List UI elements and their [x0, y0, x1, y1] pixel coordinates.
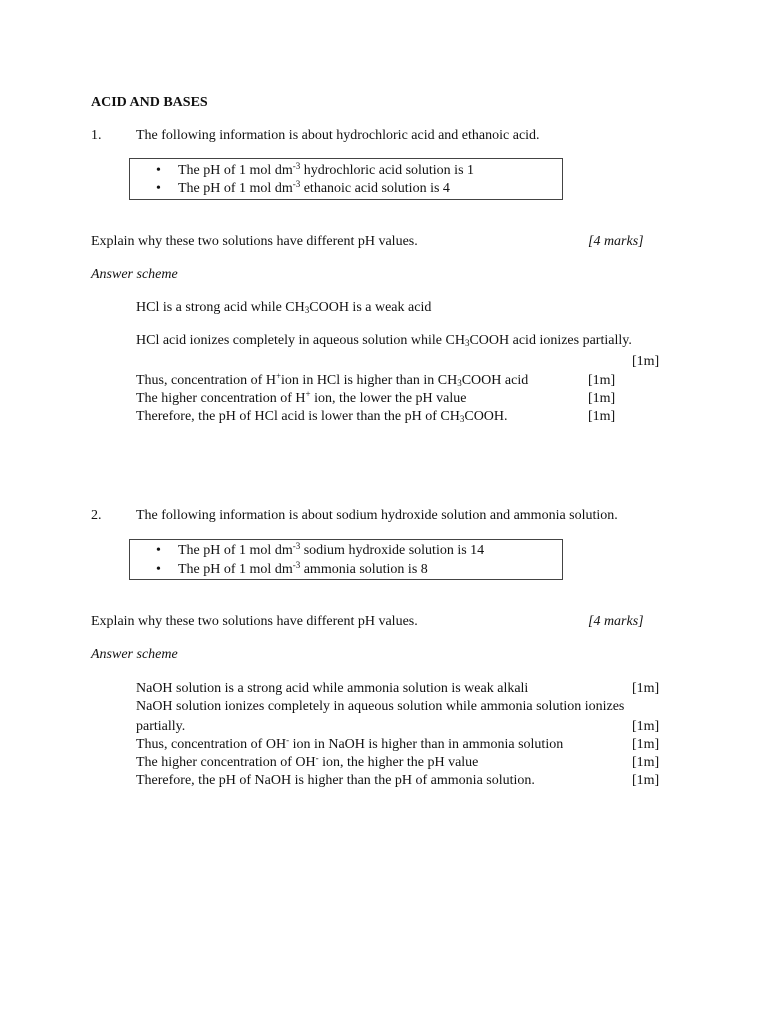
- q1-answer-line: Thus, concentration of H+ion in HCl is higher than in $CH_3COOH$ acid: [136, 371, 529, 388]
- q2-mark: [1m]: [632, 719, 660, 734]
- q1-marks: [4 marks]: [588, 234, 644, 249]
- q2-question: Explain why these two solutions have different pH values.: [91, 614, 418, 629]
- q2-answer-line: Thus, concentration of OH- ion in NaOH is higher than in ammonia solution: [136, 735, 564, 752]
- page-title: ACID AND BASES: [91, 95, 208, 110]
- q2-answer-line: NaOH solution ionizes completely in aqueous solution while ammonia solution ionizes: [136, 699, 625, 714]
- q1-answer-line: HCl is a strong acid while $CH_3COOH$ is a weak acid: [136, 300, 432, 315]
- q1-number: 1.: [91, 128, 102, 143]
- q1-mark: [1m]: [588, 391, 616, 406]
- bullet-icon: •: [156, 163, 161, 178]
- bullet-icon: •: [156, 543, 161, 558]
- q2-mark: [1m]: [632, 681, 660, 696]
- q1-question: Explain why these two solutions have different pH values.: [91, 234, 418, 249]
- bullet-icon: •: [156, 181, 161, 196]
- q1-mark: [1m]: [632, 354, 660, 369]
- q2-mark: [1m]: [632, 755, 660, 770]
- q2-number: 2.: [91, 508, 102, 523]
- q1-intro: The following information is about hydrochloric acid and ethanoic acid.: [136, 128, 540, 143]
- bullet-icon: •: [156, 562, 161, 577]
- q1-answer-line: Therefore, the pH of HCl acid is lower than the pH of $CH_3COOH$.: [136, 409, 508, 424]
- q1-answer-heading: Answer scheme: [91, 267, 178, 282]
- q1-answer-line: The higher concentration of H+ ion, the lower the pH value: [136, 389, 467, 406]
- q2-answer-heading: Answer scheme: [91, 647, 178, 662]
- q1-mark: [1m]: [588, 409, 616, 424]
- q2-mark: [1m]: [632, 773, 660, 788]
- q2-answer-line: partially.: [136, 719, 186, 734]
- q1-answer-line: HCl acid ionizes completely in aqueous solution while $CH_3COOH$ acid ionizes partially.: [136, 333, 632, 348]
- q2-marks: [4 marks]: [588, 614, 644, 629]
- q2-answer-line: NaOH solution is a strong acid while ammonia solution is weak alkali: [136, 681, 529, 696]
- q2-mark: [1m]: [632, 737, 660, 752]
- q2-answer-line: The higher concentration of OH- ion, the higher the pH value: [136, 753, 479, 770]
- q2-info-box: • The pH of 1 mol $dm^{-3}$ sodium hydroxide solution is 14 • The pH of 1 mol $dm^{-3}$ ammonia solution is 8: [129, 539, 563, 580]
- q1-mark: [1m]: [588, 373, 616, 388]
- q2-answer-line: Therefore, the pH of NaOH is higher than the pH of ammonia solution.: [136, 773, 535, 788]
- q2-intro: The following information is about sodium hydroxide solution and ammonia solution.: [136, 508, 618, 523]
- q1-info-box: • The pH of 1 mol $dm^{-3}$ hydrochloric acid solution is 1 • The pH of 1 mol $dm^{-3}$ ethanoic acid solution is 4: [129, 158, 563, 200]
